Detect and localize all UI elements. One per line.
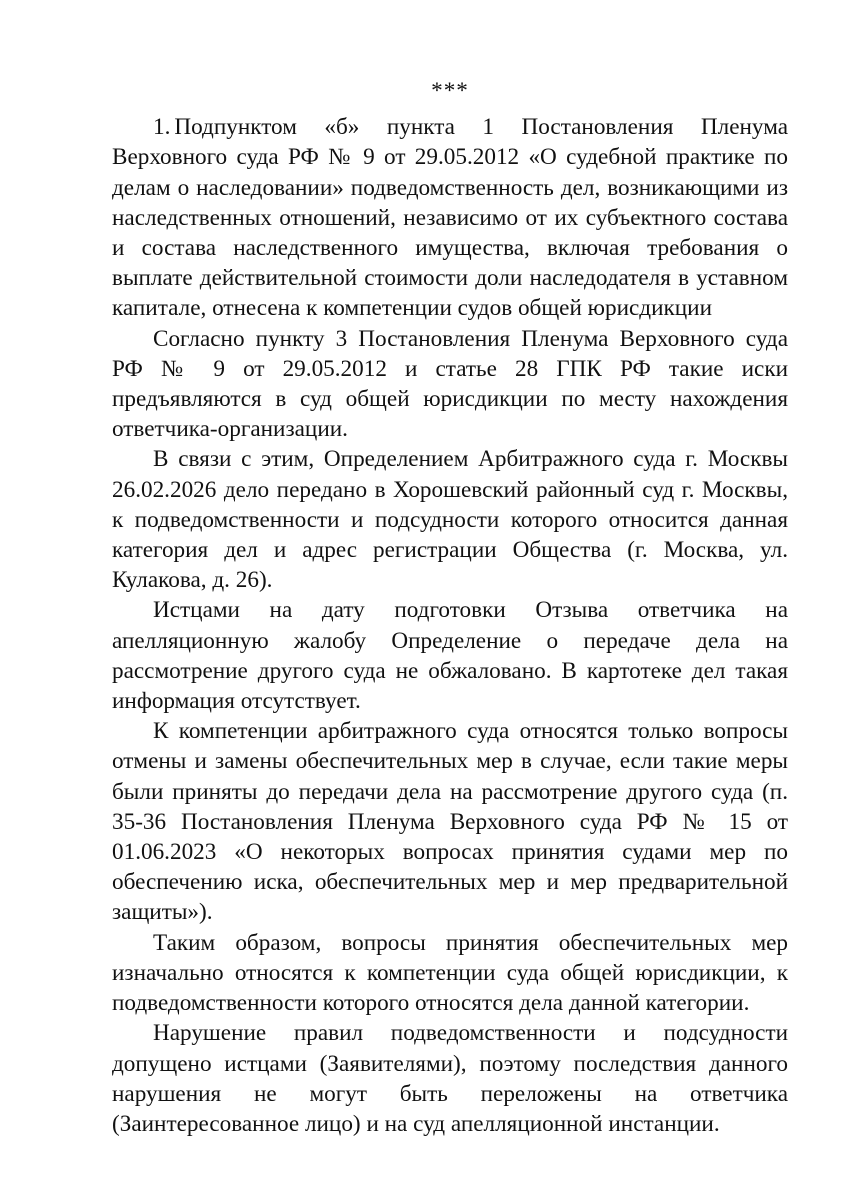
paragraph-number: 1. — [153, 114, 171, 141]
paragraph-6: Таким образом, вопросы принятия обеспечительных мер изначально относятся к компетенции суда общей юрисдикции, к подведомственности которого относятся дела данной категории. — [112, 929, 788, 1017]
paragraph-5: К компетенции арбитражного суда относятся только вопросы отмены и замены обеспечительных мер в случае, если такие меры были приняты до передачи дела на рассмотрение другого суда (п. 35-36 Постановления Пленума Верховного суда РФ № 15 от 01.06.2023 «О некоторых вопросах принятия судами мер по обеспечению иска, обеспечительных мер и мер предварительной защиты»). — [112, 718, 788, 926]
paragraph-1 — [112, 112, 788, 323]
document-body — [112, 76, 788, 1139]
paragraph-4: Истцами на дату подготовки Отзыва ответчика на апелляционную жалобу Определение о передаче дела на рассмотрение другого суда не обжаловано. В картотеке дел такая информация отсутствует. — [112, 597, 788, 715]
section-separator: *** — [431, 78, 469, 104]
paragraph-text: Подпунктом «б» пункта 1 Постановления Пленума Верховного суда РФ № 9 от 29.05.2012 «О судебной практике по делам о наследовании» подведомственность дел, возникающими из наследственных отношений, независимо от их субъектного состава и состава наследственного имущества, включая требования о выплате действительной стоимости доли наследодателя в уставном капитале, отнесена к компетенции судов общей юрисдикции — [112, 114, 788, 322]
paragraph-3: В связи с этим, Определением Арбитражного суда г. Москвы 26.02.2026 дело передано в Хорошевский районный суд г. Москвы, к подведомственности и подсудности которого относится данная категория дел и адрес регистрации Общества (г. Москва, ул. Кулакова, д. 26). — [112, 446, 788, 594]
paragraph-7: Нарушение правил подведомственности и подсудности допущено истцами (Заявителями), поэтому последствия данного нарушения не могут быть переложены на ответчика (Заинтересованное лицо) и на суд апелляционной инстанции. — [112, 1020, 788, 1137]
paragraph-2: Согласно пункту 3 Постановления Пленума Верховного суда РФ № 9 от 29.05.2012 и статье 28 ГПК РФ такие иски предъявляются в суд общей юрисдикции по месту нахождения ответчика-организации. — [112, 325, 788, 443]
